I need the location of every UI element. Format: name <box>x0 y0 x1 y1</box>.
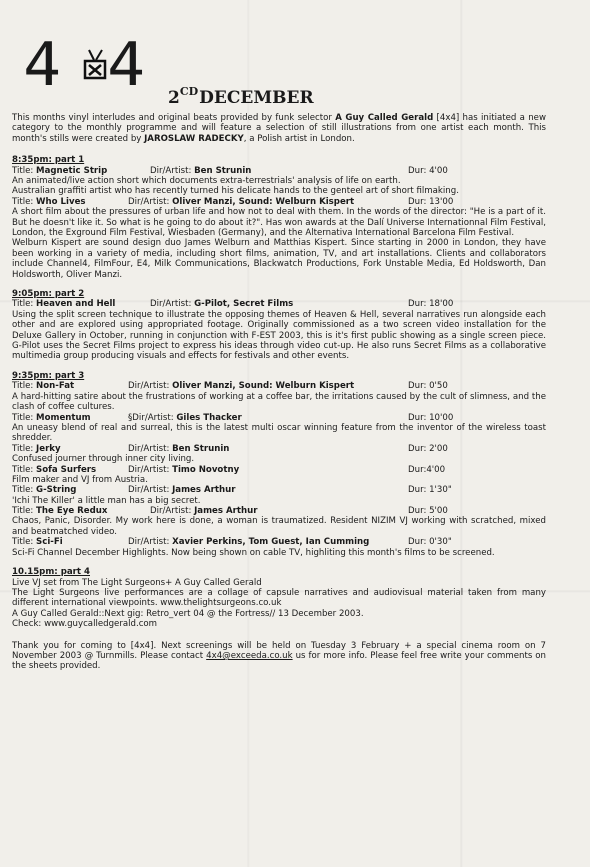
film-title-label: Title: <box>12 412 37 423</box>
film-title-label: Title: <box>12 464 37 475</box>
film-title: Who Lives <box>36 196 86 207</box>
intro-paragraph <box>12 113 546 144</box>
film-description: Welburn Kispert are sound design duo James Welburn and Matthias Kispert. Since starting in 2000 in London, they have been working in a variety of media, including short films, animation, TV, and art installations. Clients and collaborators include Channel4, FilmFour, E4, Milk Communications, Blackwatch Productions, Fork Unstable Media, Ed Holdsworth, Dan Holdsworth, Oliver Manzi. <box>12 238 546 280</box>
film-duration: Dur: 0'30" <box>408 537 452 548</box>
film-description: 'Ichi The Killer' a little man has a big secret. <box>12 495 201 506</box>
film-title-line <box>12 465 546 475</box>
film-description: Sci-Fi Channel December Highlights. Now being shown on cable TV, highliting this month's films to be screened. <box>12 547 495 558</box>
film-artist: Giles Thacker <box>176 412 242 423</box>
edition-number: 2 <box>168 88 180 108</box>
film-title-line <box>12 413 546 423</box>
film-duration: Dur: 10'00 <box>408 412 454 423</box>
film-title-label: Title: <box>12 506 37 517</box>
4x4-logo <box>24 30 164 100</box>
part-4-heading: 10.15pm: part 4 <box>12 567 90 578</box>
film-artist: James Arthur <box>172 485 236 496</box>
part-2-section <box>12 289 546 362</box>
film-title-label: Title: <box>12 485 37 496</box>
film-title-line <box>12 485 546 495</box>
film-artist-label: Dir/Artist: <box>128 485 173 496</box>
edition-cd: CD <box>179 85 199 98</box>
film-description: Film maker and VJ from Austria. <box>12 474 148 485</box>
film-title: Magnetic Strip <box>36 165 108 176</box>
film-description: A hard-hitting satire about the frustrations of working at a coffee bar, the irritations caused by the cult of slimness, and the clash of coffee cultures. <box>12 391 546 413</box>
logo-left-digit: 4 <box>23 30 59 100</box>
film-title-label: Title: <box>12 165 37 176</box>
film-duration: Dur: 5'00 <box>408 506 448 517</box>
film-artist-label: Dir/Artist: <box>150 165 195 176</box>
film-artist-label: Dir/Artist: <box>150 299 195 310</box>
film-title-label: Title: <box>12 537 37 548</box>
film-description: An uneasy blend of real and surreal, this is the latest multi oscar winning feature from the inventor of the wireless toast shredder. <box>12 422 546 444</box>
film-title-line <box>12 506 546 516</box>
film-title-line <box>12 444 546 454</box>
film-description: An animated/live action short which documents extra-terrestrials' analysis of life on earth. <box>12 176 401 187</box>
part-1-section <box>12 155 546 280</box>
part-4-line: Check: www.guycalledgerald.com <box>12 619 158 630</box>
film-artist-label: Dir/Artist: <box>128 464 173 475</box>
logo-right-digit: 4 <box>107 30 143 100</box>
film-artist: Oliver Manzi, Sound: Welburn Kispert <box>172 196 355 207</box>
part-4-line: Live VJ set from The Light Surgeons+ A Guy Called Gerald <box>12 577 262 588</box>
intro-text-3: , a Polish artist in London. <box>243 133 355 144</box>
footer-note <box>12 641 546 672</box>
film-title: Momentum <box>36 412 91 423</box>
film-artist: Xavier Perkins, Tom Guest, Ian Cumming <box>172 537 370 548</box>
part-4-line: The Light Surgeons live performances are a collage of capsule narratives and audiovisual material taken from many different international viewpoints. www.thelightsurgeons.co.uk <box>12 587 546 609</box>
film-title-line <box>12 537 546 547</box>
film-artist-label: Dir/Artist: <box>150 506 195 517</box>
intro-text-2: [4x4] has initiated a new category to the monthly programme and will feature a selection of still illustrations from one artist each month. This month's stills were created by <box>12 113 546 144</box>
footer-text-1: Thank you for coming to [4x4]. Next screenings will be held on Tuesday 3 February + a special cinema room on 7 November 2003 @ Turnmills. Please contact <box>12 640 546 661</box>
film-duration: Dur:4'00 <box>408 464 446 475</box>
film-title-label: Title: <box>12 196 37 207</box>
film-description: Australian graffiti artist who has recently turned his delicate hands to the genteel art of short filmaking. <box>12 186 459 197</box>
film-artist-label: Dir/Artist: <box>128 381 173 392</box>
film-description: Confused journer through inner city living. <box>12 454 195 465</box>
film-title: Non-Fat <box>36 381 75 392</box>
film-artist: G-Pilot, Secret Films <box>194 299 294 310</box>
film-duration: Dur: 1'30" <box>408 485 452 496</box>
programme-content <box>12 113 546 672</box>
film-title: Sci-Fi <box>36 537 63 548</box>
film-title: Sofa Surfers <box>36 464 97 475</box>
film-duration: Dur: 2'00 <box>408 443 448 454</box>
part-3-section <box>12 371 546 558</box>
film-title: G-String <box>36 485 77 496</box>
film-artist-label: Dir/Artist: <box>128 537 173 548</box>
tv-x-icon <box>80 46 110 96</box>
film-duration: Dur: 18'00 <box>408 299 454 310</box>
film-title-line <box>12 166 546 176</box>
edition-title <box>168 85 314 108</box>
film-artist: Ben Strunin <box>194 165 252 176</box>
part-1-heading: 8:35pm: part 1 <box>12 155 85 166</box>
film-title-label: Title: <box>12 443 37 454</box>
film-duration: Dur: 0'50 <box>408 381 448 392</box>
intro-text-1: This months vinyl interludes and original beats provided by funk selector <box>12 113 336 123</box>
film-description: Chaos, Panic, Disorder. My work here is done, a woman is traumatized. Resident NIZIM VJ working with scratched, mixed and beatmatched video. <box>12 516 546 537</box>
film-artist-label: Dir/Artist: <box>128 196 173 207</box>
film-artist: Timo Novotny <box>172 464 240 475</box>
film-description: Using the split screen technique to illustrate the opposing themes of Heaven & Hell, several narratives run alongside each other and are explored using appropriated footage. Originally commissioned as a two screen video installation for the Deluxe Gallery in October, running in conjunction with F-EST 2003, this is it's first public showing as a single screen piece. G-Pilot uses the Secret Films project to express his ideas through video cut-up. He also runs Secret Films as a collaborative multimedia group producing visuals and effects for festivals and other events. <box>12 309 546 362</box>
part-2-heading: 9:05pm: part 2 <box>12 289 85 300</box>
film-title-line <box>12 299 546 309</box>
film-artist-label: Dir/Artist: <box>128 443 173 454</box>
film-description: A short film about the pressures of urban life and how not to deal with them. In the words of the director: "He is a part of it. But he doesn't like it. So what is he going to do about it?". Has won awards at the Dalí Universe Internationnal Film Festival, London, the Exground Film Festival, Wiesbaden (Germany), and the Alternativa International Barcelona Film Festival. <box>12 207 546 239</box>
film-title: Jerky <box>36 443 61 454</box>
film-artist: Oliver Manzi, Sound: Welburn Kispert <box>172 381 355 392</box>
film-duration: Dur: 13'00 <box>408 196 454 207</box>
film-title-label: Title: <box>12 299 37 310</box>
film-artist-label: §Dir/Artist: <box>128 412 177 423</box>
film-title: The Eye Redux <box>36 506 108 517</box>
film-title-label: Title: <box>12 381 37 392</box>
intro-bold-2: JAROSLAW RADECKY <box>144 133 244 144</box>
part-4-line: A Guy Called Gerald::Next gig: Retro_vert 04 @ the Fortress// 13 December 2003. <box>12 608 364 619</box>
contact-email-link[interactable]: 4x4@exceeda.co.uk <box>206 650 293 661</box>
film-artist: James Arthur <box>194 506 258 517</box>
film-title-line <box>12 197 546 207</box>
part-3-heading: 9:35pm: part 3 <box>12 370 85 381</box>
programme-parts <box>12 155 546 558</box>
film-title: Heaven and Hell <box>36 299 116 310</box>
film-duration: Dur: 4'00 <box>408 165 448 176</box>
footer-text-2: us for more info. Please feel free write your comments on the sheets provided. <box>12 650 546 672</box>
intro-bold-1: A Guy Called Gerald <box>335 113 434 123</box>
film-title-line <box>12 381 546 391</box>
film-artist: Ben Strunin <box>172 443 230 454</box>
part-4-section <box>12 567 546 629</box>
edition-month: DECEMBER <box>199 88 314 108</box>
